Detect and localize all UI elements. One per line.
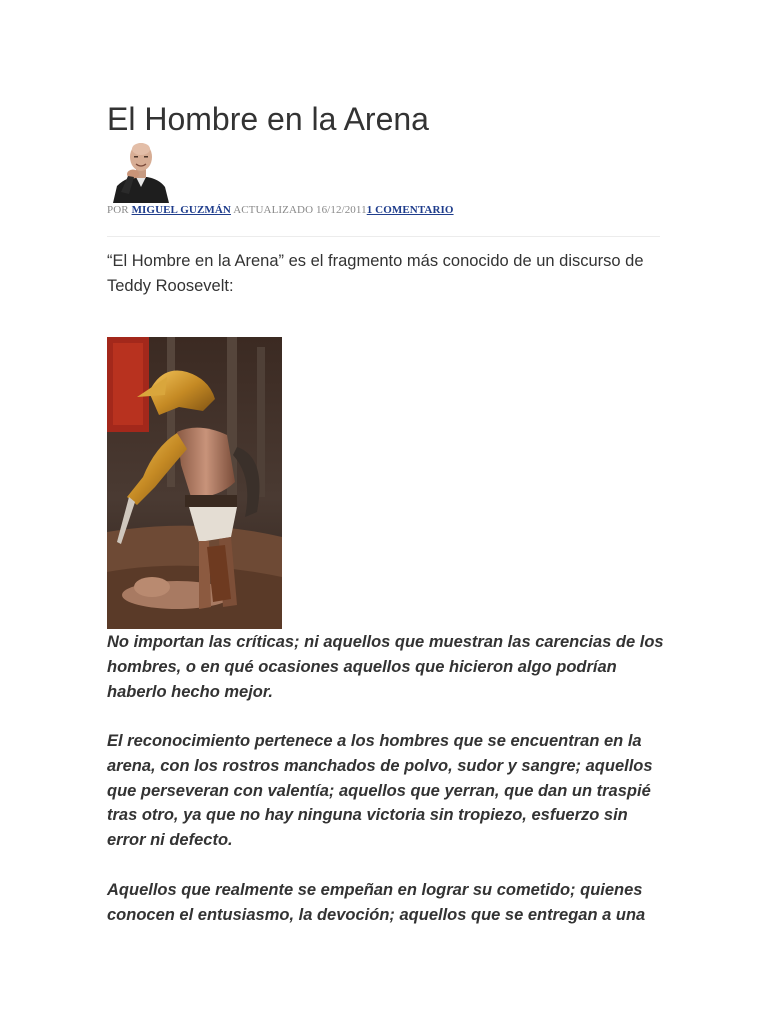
quote-paragraph: El reconocimiento pertenece a los hombres que se encuentran en la arena, con los rostros manchados de polvo, sudor y sangre; aquellos que perseveran con valentía; aquellos que yerran, que dan un traspié tras otro, ya que no hay ninguna victoria sin tropiezo, esfuerzo sin error ni defecto. — [107, 732, 653, 850]
comments-link[interactable]: 1 COMENTARIO — [366, 204, 454, 216]
author-link[interactable]: MIGUEL GUZMÁN — [131, 204, 231, 216]
intro-paragraph: “El Hombre en la Arena” es el fragmento más conocido de un discurso de Teddy Roosevelt: — [107, 252, 644, 295]
quote-paragraph: Aquellos que realmente se empeñan en lograr su cometido; quienes conocen el entusiasmo, la devoción; aquellos que se entregan a una — [107, 881, 646, 924]
quote-paragraph: No importan las críticas; ni aquellos que muestran las carencias de los hombres, o en qué ocasiones aquellos que hicieron algo podrían haberlo hecho mejor. — [107, 633, 664, 701]
meta-updated-label: ACTUALIZADO — [233, 204, 314, 216]
post-date: 16/12/2011 — [315, 204, 367, 216]
author-avatar[interactable] — [111, 140, 171, 203]
gladiator-image — [107, 337, 282, 629]
post-meta — [107, 203, 454, 217]
author-photo — [111, 140, 171, 203]
meta-divider — [107, 236, 660, 237]
gladiator-illustration — [107, 337, 282, 629]
meta-by-label: POR — [107, 204, 129, 216]
article-title: El Hombre en la Arena — [107, 101, 429, 137]
